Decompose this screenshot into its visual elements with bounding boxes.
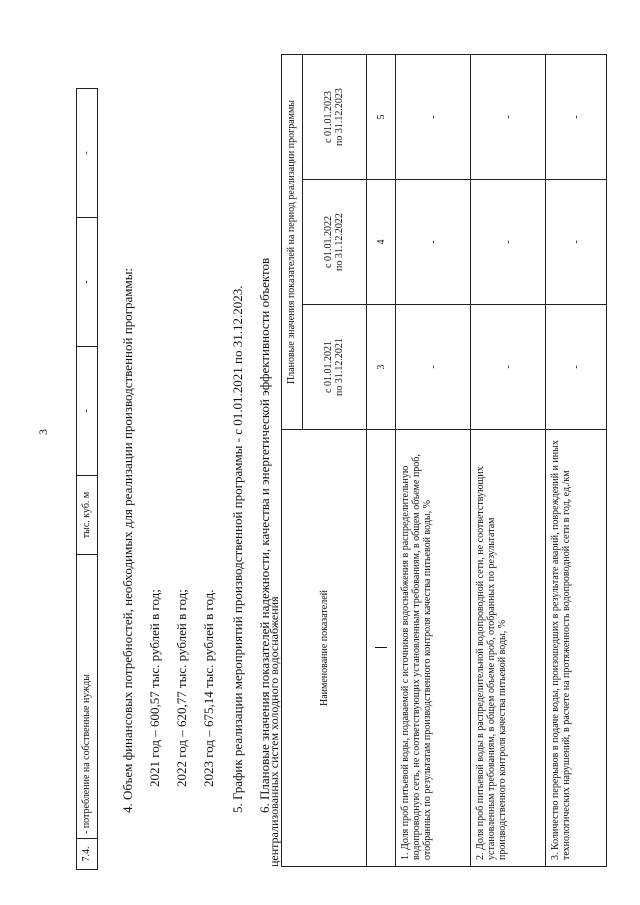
- indicator-name: 2. Доля проб питьевой воды в распределительной водопроводной сети, не соответствующих установленным требованиям, в общем объеме проб, отобранных по результатам производственного контроля качества питьевой воды, %: [471, 430, 546, 867]
- indicator-name: 3. Количество перерывов в подаче воды, произошедших в результате аварий, повреждений и иных технологических нарушений, в расчете на протяженность водопроводной сети в год, ед./км: [546, 430, 607, 867]
- column-index-3: 3: [367, 305, 396, 430]
- indicator-value: -: [396, 55, 471, 180]
- table-row: [471, 55, 546, 867]
- table-row: [396, 55, 471, 867]
- header-period-2022: [302, 180, 366, 305]
- indicators-table: [281, 54, 607, 867]
- page-number: 3: [36, 429, 50, 435]
- indicator-name: 1. Доля проб питьевой воды, подаваемой с источников водоснабжения в распределительную водопроводную сеть, не соответствующих установленным требованиям, в общем объеме проб, отобранных по результатам производственного контроля качества питьевой воды, %: [396, 430, 471, 867]
- period-to: по 31.12.2022: [334, 213, 346, 271]
- header-period-group: Плановые значения показателей на период реализации программы: [282, 55, 303, 430]
- table-row: [546, 55, 607, 867]
- indicator-value: -: [471, 305, 546, 430]
- section4-line-2021: 2021 год – 600,57 тыс. рублей в год;: [147, 589, 162, 787]
- section4-line-2022: 2022 год – 620,77 тыс. рублей в год;: [174, 589, 189, 787]
- section4-heading: 4. Объем финансовых потребностей, необходимых для реализации производственной программы:: [120, 267, 135, 813]
- section5-text: 5. График реализации мероприятий производственной программы - с 01.01.2021 по 31.12.2023.: [230, 285, 245, 813]
- column-index-5: 5: [367, 55, 396, 180]
- row-value: -: [77, 89, 98, 218]
- row-value: -: [77, 218, 98, 347]
- row-number: 7.4.: [77, 839, 98, 870]
- header-name-col: Наименование показателей: [282, 430, 367, 867]
- top-table: [76, 88, 98, 870]
- period-from: с 01.01.2023: [323, 91, 335, 143]
- period-from: с 01.01.2021: [323, 341, 335, 393]
- column-index-4: 4: [367, 180, 396, 305]
- row-unit: тыс. куб. м: [77, 476, 98, 555]
- column-index-mark-icon: [375, 648, 387, 649]
- indicator-value: -: [546, 305, 607, 430]
- indicator-value: -: [396, 180, 471, 305]
- table-row: [77, 89, 98, 870]
- indicator-value: -: [471, 55, 546, 180]
- period-to: по 31.12.2021: [334, 338, 346, 396]
- indicator-value: -: [546, 180, 607, 305]
- section6-line2: централизованных систем холодного водоснабжения: [267, 596, 281, 867]
- section4-line-2023: 2023 год – 675,14 тыс. рублей в год.: [201, 589, 216, 787]
- column-index-1: [367, 430, 396, 867]
- row-name: - потребление на собственные нужды: [77, 555, 98, 839]
- section6-line1: 6. Плановые значения показателей надежности, качества и энергетической эффективности объектов: [257, 257, 272, 813]
- period-from: с 01.01.2022: [323, 216, 335, 268]
- period-to: по 31.12.2023: [334, 88, 346, 146]
- indicator-value: -: [396, 305, 471, 430]
- column-index-row: [367, 55, 396, 867]
- row-value: -: [77, 347, 98, 476]
- indicator-value: -: [546, 55, 607, 180]
- table-header-row: [282, 55, 303, 867]
- indicator-value: -: [471, 180, 546, 305]
- header-period-2023: [302, 55, 366, 180]
- header-period-2021: [302, 305, 366, 430]
